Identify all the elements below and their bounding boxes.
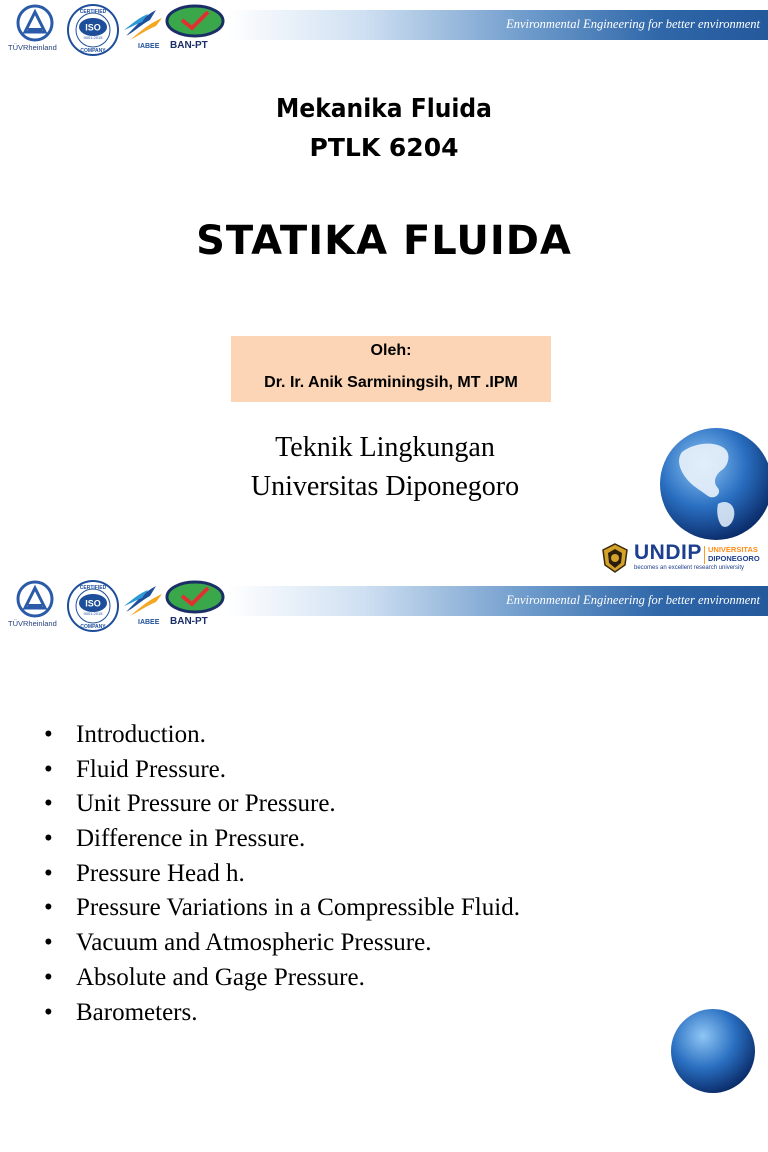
list-item [44,857,520,892]
topic-text: Introduction. [76,721,206,748]
list-item [44,753,520,788]
topic-text: Absolute and Gage Pressure. [76,963,365,991]
bullet: • [44,859,53,887]
list-item [44,926,520,961]
undip-line1: UNIVERSITAS [708,545,758,554]
banpt-logo-icon [164,580,226,628]
undip-separator [704,546,705,564]
banpt-logo-icon [164,4,226,52]
list-item [44,718,520,753]
undip-line2: DIPONEGORO [708,554,760,563]
topic-text: Pressure Variations in a Compressible Fluid. [76,894,520,922]
iso-mid-text: ISO [85,22,101,33]
iso-bottom-text: COMPANY [80,624,106,630]
undip-name: UNDIP [634,541,702,564]
iso-mid-text: ISO [85,598,101,609]
topic-text: Barometers. [76,998,198,1026]
course-code: PTLK 6204 [309,133,459,162]
iabee-logo-icon [122,582,166,626]
iso-bottom-text: COMPANY [80,48,106,54]
tuv-logo-icon [8,580,66,628]
bullet: • [44,929,53,957]
iabee-text: IABEE [138,619,160,626]
bullet: • [44,825,53,853]
iso-badge-icon [66,579,120,633]
header-tagline: Environmental Engineering for better environment [506,17,760,31]
list-item [44,822,520,857]
globe-icon [652,426,768,542]
main-title: STATIKA FLUIDA [196,218,572,264]
bullet: • [44,998,53,1026]
iabee-logo-icon [122,6,166,50]
department-name: Teknik Lingkungan [275,432,495,463]
bullet: • [44,790,53,818]
banpt-text: BAN-PT [170,40,208,51]
undip-emblem-icon [600,543,630,573]
bullet: • [44,894,53,922]
header-banner [228,10,768,40]
globe-icon [668,1006,758,1096]
list-item [44,787,520,822]
tuv-logo-icon [8,4,66,52]
list-item [44,996,520,1031]
tuv-logo-text: TÜVRheinland [8,43,57,52]
topic-list [44,718,520,1030]
undip-tagline: becomes an excellent research university [634,565,745,571]
topic-text: Unit Pressure or Pressure. [76,790,336,818]
slide-header [0,0,768,60]
bullet: • [44,755,53,783]
list-item [44,961,520,996]
topic-text: Pressure Head h. [76,859,245,887]
iso-top-text: CERTIFIED [79,585,107,591]
topic-text: Fluid Pressure. [76,755,226,783]
topic-text: Vacuum and Atmospheric Pressure. [76,929,432,957]
author-label: Oleh: [370,342,412,359]
banpt-text: BAN-PT [170,616,208,627]
iabee-text: IABEE [138,43,160,50]
outline-slide [0,576,768,1152]
iso-sub-text: 9001:2015 [83,35,103,40]
author-name: Dr. Ir. Anik Sarminingsih, MT .IPM [264,374,518,391]
university-name: Universitas Diponegoro [250,471,520,502]
bullet: • [44,721,53,748]
slide-header [0,576,768,636]
tuv-logo-text: TÜVRheinland [8,619,57,628]
iso-badge-icon [66,3,120,57]
header-tagline: Environmental Engineering for better environment [506,593,760,607]
list-item [44,891,520,926]
undip-logo [598,540,768,576]
author-box [231,336,551,402]
iso-top-text: CERTIFIED [79,9,107,15]
header-banner [228,586,768,616]
course-title: Mekanika Fluida [276,94,492,124]
bullet: • [44,963,53,991]
undip-university-text [708,545,760,563]
iso-sub-text: 9001:2015 [83,611,103,616]
topic-text: Difference in Pressure. [76,825,306,853]
